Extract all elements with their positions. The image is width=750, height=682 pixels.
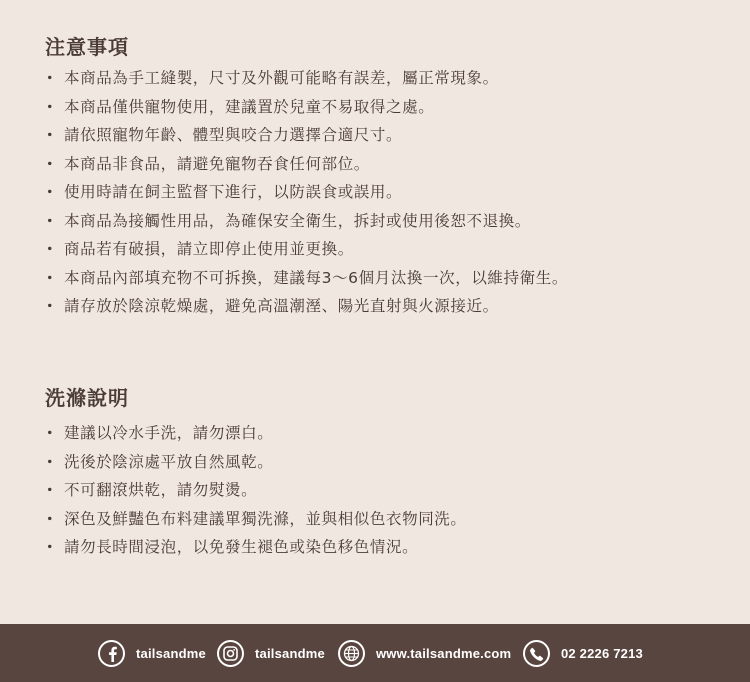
list-item-text: 本商品內部填充物不可拆換，建議每3～6個月汰換一次，以維持衛生。: [64, 268, 568, 287]
facebook-link[interactable]: [98, 640, 206, 667]
list-item-text: 不可翻滾烘乾，請勿熨燙。: [64, 481, 258, 499]
bullet: ・: [42, 297, 59, 315]
list-item-text: 本商品非食品，請避免寵物吞食任何部位。: [64, 154, 370, 173]
list-item-text: 請依照寵物年齡、體型與咬合力選擇合適尺寸。: [64, 126, 403, 144]
list-item-text: 使用時請在飼主監督下進行，以防誤食或誤用。: [64, 183, 403, 201]
list-item: [42, 211, 568, 240]
list-item: [42, 154, 568, 183]
website-link[interactable]: [338, 640, 511, 667]
globe-icon: [338, 640, 365, 667]
list-item-text: 深色及鮮豔色布料建議單獨洗滌，並與相似色衣物同洗。: [64, 509, 467, 528]
bullet: ・: [42, 452, 59, 471]
list-item-text: 本商品僅供寵物使用，建議置於兒童不易取得之處。: [64, 97, 435, 116]
bullet: ・: [42, 240, 59, 258]
bullet: ・: [42, 509, 59, 528]
bullet: ・: [42, 69, 59, 87]
list-item: [42, 509, 467, 538]
phone-link[interactable]: [523, 640, 643, 667]
list-item-text: 建議以冷水手洗，請勿漂白。: [64, 424, 274, 442]
bullet: ・: [42, 211, 59, 230]
list-item-text: 商品若有破損，請立即停止使用並更換。: [64, 240, 354, 258]
instagram-link[interactable]: [217, 640, 325, 667]
list-item-text: 本商品為接觸性用品，為確保安全衛生，拆封或使用後恕不退換。: [64, 211, 531, 230]
footer-bar: [0, 624, 750, 682]
notes-title: 注意事項: [45, 35, 129, 59]
bullet: ・: [42, 538, 59, 556]
bullet: ・: [42, 183, 59, 201]
phone-number: 02 2226 7213: [561, 646, 643, 661]
washing-list: [42, 423, 467, 566]
list-item: [42, 537, 467, 566]
list-item-text: 請勿長時間浸泡，以免發生褪色或染色移色情況。: [64, 538, 419, 556]
bullet: ・: [42, 97, 59, 116]
bullet: ・: [42, 481, 59, 499]
bullet: ・: [42, 154, 59, 173]
list-item: [42, 239, 568, 268]
instagram-icon: [217, 640, 244, 667]
phone-icon: [523, 640, 550, 667]
list-item-text: 洗後於陰涼處平放自然風乾。: [64, 452, 274, 471]
bullet: ・: [42, 424, 59, 442]
list-item-text: 本商品為手工縫製，尺寸及外觀可能略有誤差，屬正常現象。: [64, 69, 499, 87]
list-item: [42, 182, 568, 211]
list-item: [42, 97, 568, 126]
list-item: [42, 68, 568, 97]
instagram-handle: tailsandme: [255, 646, 325, 661]
washing-title: 洗滌說明: [45, 386, 129, 410]
bullet: ・: [42, 126, 59, 144]
bullet: ・: [42, 268, 59, 287]
list-item: [42, 268, 568, 297]
facebook-handle: tailsandme: [136, 646, 206, 661]
facebook-icon: [98, 640, 125, 667]
list-item: [42, 452, 467, 481]
list-item: [42, 423, 467, 452]
list-item: [42, 480, 467, 509]
list-item: [42, 296, 568, 325]
website-url: www.tailsandme.com: [376, 646, 512, 661]
list-item-text: 請存放於陰涼乾燥處，避免高溫潮溼、陽光直射與火源接近。: [64, 297, 499, 315]
notes-list: [42, 68, 568, 325]
list-item: [42, 125, 568, 154]
